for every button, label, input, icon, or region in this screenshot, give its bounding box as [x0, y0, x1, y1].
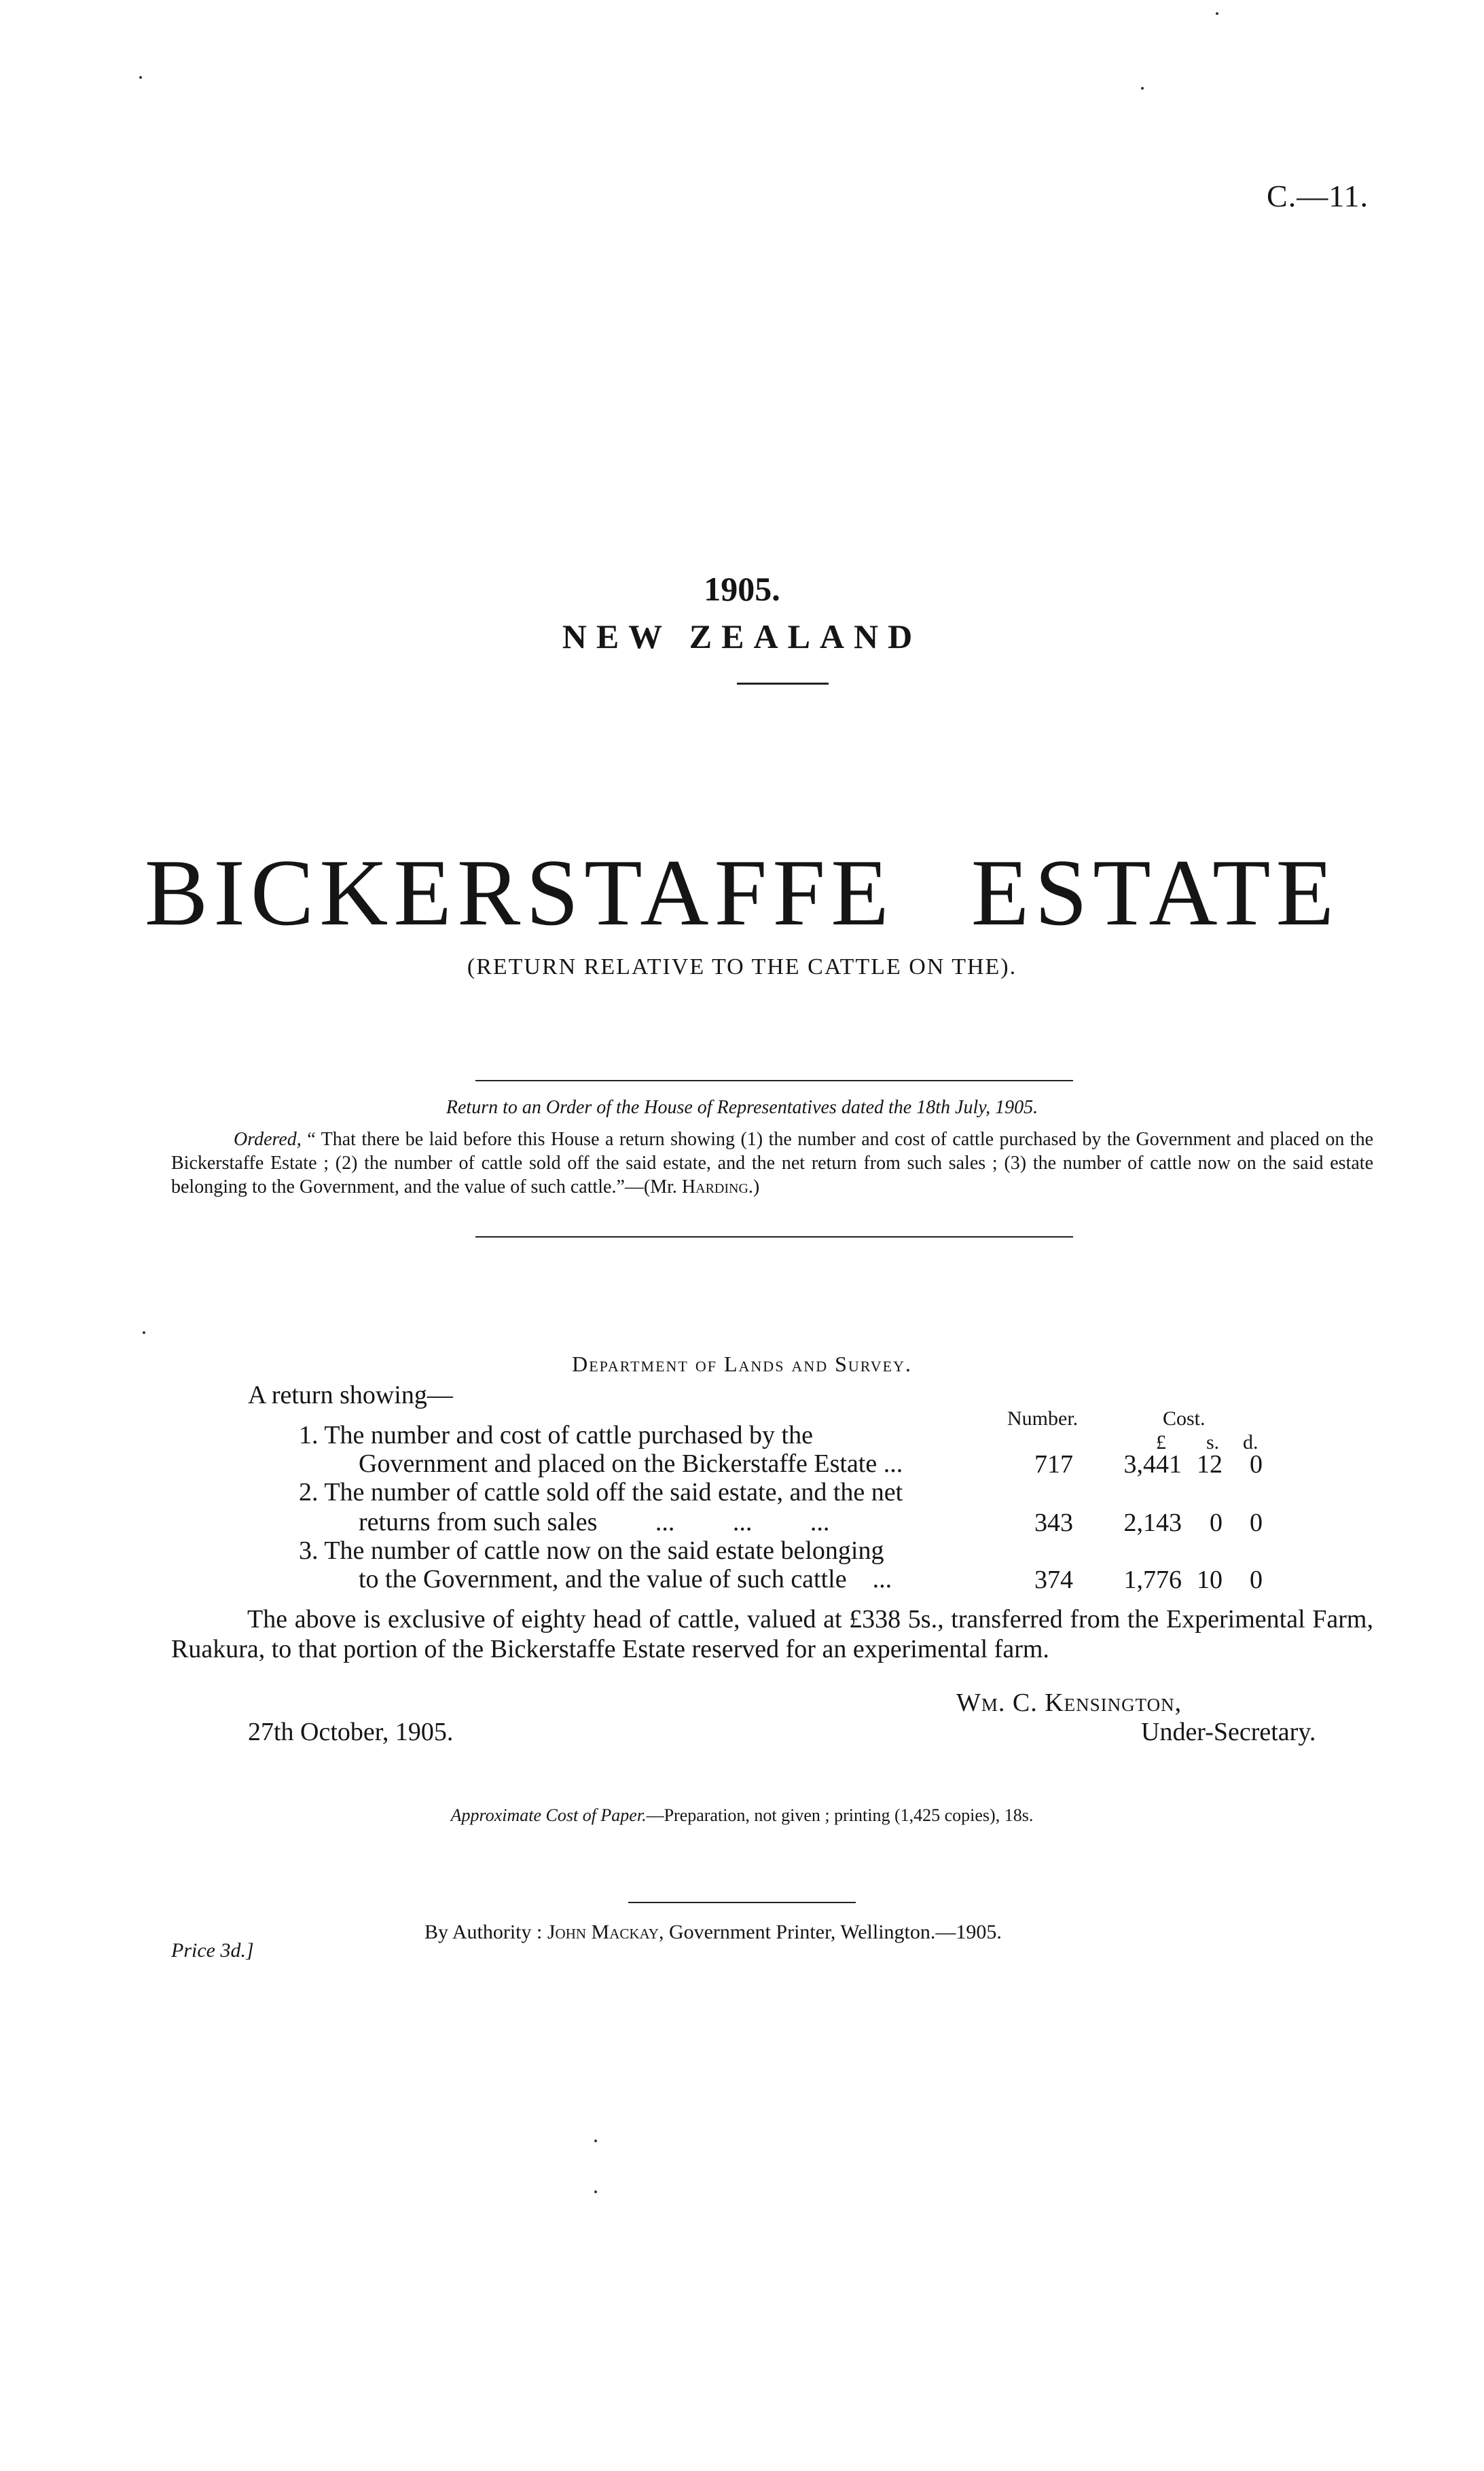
printer-authority: [424, 1921, 1002, 1944]
department-heading: Department of Lands and Survey.: [572, 1352, 912, 1376]
row-3-number: 374: [1034, 1566, 1073, 1594]
row-1-pounds: 3,441: [1123, 1450, 1182, 1479]
row-2-line-1: 2. The number of cattle sold off the said estate, and the net: [299, 1478, 903, 1507]
ordered-text: “ That there be laid before this House a return showing (1) the number and cost of cattle purchased by the Government and placed on the Bickerstaffe Estate ; (2) the number of cattle sold off the said estate, and the net return from such sales ; (3) the number of cattle now on the said estate belonging to the Government, and the value of such cattle.”—(Mr.: [171, 1129, 1373, 1197]
scan-speck: [143, 1331, 145, 1334]
header-divider: [737, 683, 829, 685]
printer-name: John Mackay,: [547, 1921, 664, 1943]
order-bottom-rule: [475, 1236, 1073, 1238]
row-3-line-2: to the Government, and the value of such cattle ...: [359, 1565, 892, 1593]
scan-speck: [1216, 12, 1218, 15]
order-top-rule: [475, 1080, 1073, 1081]
row-1-number: 717: [1034, 1450, 1073, 1479]
unit-shillings: s.: [1206, 1431, 1220, 1454]
exclusion-note: The above is exclusive of eighty head of cattle, valued at £338 5s., transferred from the Experimental Farm, Ruakura, to that portion of the Bickerstaffe Estate reserved for an experimental farm.: [171, 1605, 1373, 1663]
country-heading: NEW ZEALAND: [562, 617, 922, 655]
row-3-pence: 0: [1250, 1566, 1263, 1594]
order-line: Return to an Order of the House of Representatives dated the 18th July, 1905.: [446, 1097, 1038, 1118]
row-1-line-2: Government and placed on the Bickerstaffe Estate ...: [359, 1449, 903, 1478]
row-1-line-1: 1. The number and cost of cattle purchased by the: [299, 1421, 813, 1449]
scan-speck: [594, 2190, 597, 2193]
unit-pence: d.: [1243, 1431, 1259, 1454]
row-3-shillings: 10: [1197, 1566, 1223, 1594]
price: Price 3d.]: [171, 1939, 254, 1962]
row-2-shillings: 0: [1210, 1509, 1223, 1537]
authority-prefix: By Authority :: [424, 1921, 543, 1943]
row-2-line-2: returns from such sales ... ... ...: [359, 1508, 830, 1536]
ordered-paragraph: [171, 1128, 1373, 1199]
main-title: BICKERSTAFFE ESTATE: [144, 840, 1340, 945]
document-date: 27th October, 1905.: [248, 1718, 454, 1746]
return-intro: A return showing—: [248, 1381, 453, 1409]
row-1-pence: 0: [1250, 1450, 1263, 1479]
paper-cost-note: [0, 1805, 1484, 1826]
footer-rule: [628, 1902, 856, 1903]
row-3-pounds: 1,776: [1123, 1566, 1182, 1594]
scan-speck: [594, 2140, 597, 2142]
paper-cost-text: —Preparation, not given ; printing (1,425 copies), 18s.: [646, 1805, 1034, 1825]
subtitle: (RETURN RELATIVE TO THE CATTLE ON THE).: [467, 954, 1017, 979]
ordered-label: Ordered,: [234, 1129, 302, 1150]
paper-cost-label: Approximate Cost of Paper.: [450, 1805, 647, 1825]
row-3-line-1: 3. The number of cattle now on the said estate belonging: [299, 1536, 884, 1565]
document-year: 1905.: [704, 570, 780, 608]
ordered-end: .): [748, 1176, 760, 1197]
unit-pounds: £: [1156, 1431, 1166, 1454]
scan-speck: [1141, 87, 1144, 90]
scan-speck: [139, 76, 142, 79]
signatory-name: Wm. C. Kensington,: [956, 1689, 1182, 1717]
row-2-pence: 0: [1250, 1509, 1263, 1537]
document-reference: C.—11.: [1267, 179, 1369, 213]
column-header-cost: Cost.: [1163, 1407, 1206, 1430]
row-1-shillings: 12: [1197, 1450, 1223, 1479]
column-header-number: Number.: [1007, 1407, 1079, 1430]
row-2-number: 343: [1034, 1509, 1073, 1537]
row-2-pounds: 2,143: [1123, 1509, 1182, 1537]
signatory-title: Under-Secretary.: [1141, 1718, 1316, 1746]
ordered-member: Harding: [681, 1176, 748, 1197]
authority-suffix: Government Printer, Wellington.—1905.: [668, 1921, 1002, 1943]
